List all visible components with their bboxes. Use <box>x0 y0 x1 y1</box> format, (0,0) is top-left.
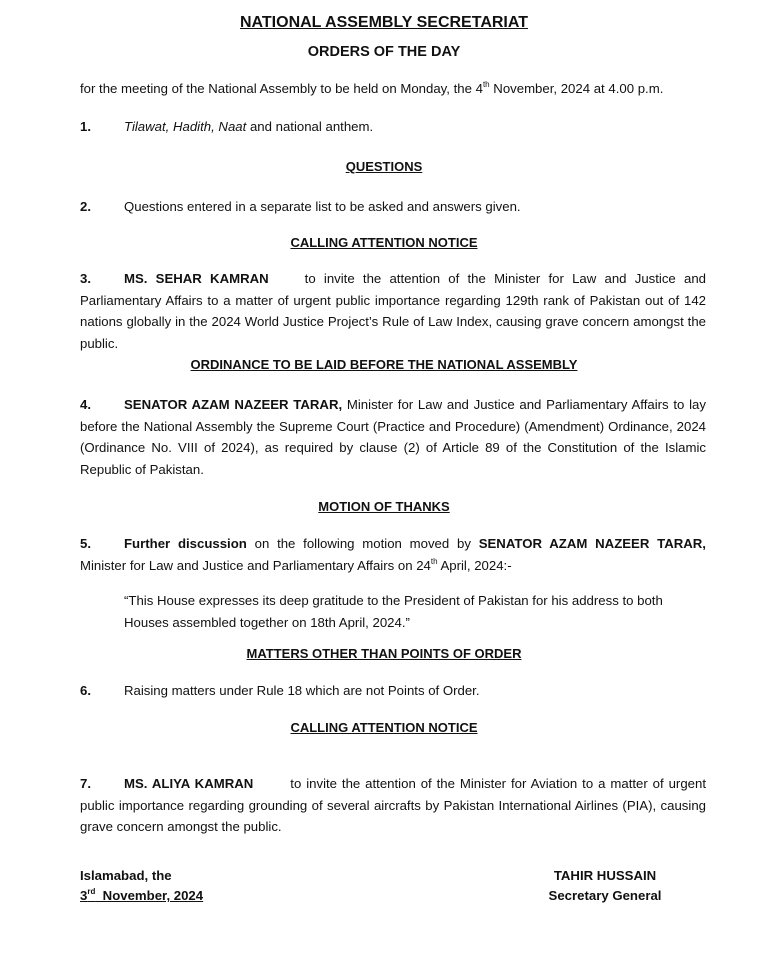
signatory-name: TAHIR HUSSAIN <box>553 868 657 883</box>
signature-block <box>540 866 670 906</box>
item-5-date-suffix: th <box>430 556 438 566</box>
heading-calling-attention-notice-2: CALLING ATTENTION NOTICE <box>290 720 478 735</box>
item-1 <box>80 119 706 134</box>
item-3-text: to invite the attention of the Minister for Law and Justice and Parliamentary Affairs to a matter of urgent public importance regarding 129th rank of Pakistan out of 142 nations globally in the 2024 World Justice Project’s Rule of Law Index, causing grave concern amongst the public. <box>80 271 706 351</box>
document-subtitle: ORDERS OF THE DAY <box>307 44 461 60</box>
date-rest: November, 2024 <box>95 888 204 903</box>
motion-quote: “This House expresses its deep gratitude to the President of Pakistan for his address to both Houses assembled together on 18th April, 2024.” <box>124 593 663 630</box>
item-3 <box>80 268 706 354</box>
item-5-lead: Further discussion <box>124 536 247 551</box>
intro-line <box>80 81 706 96</box>
item-4-mover: SENATOR AZAM NAZEER TARAR, <box>124 397 343 412</box>
item-number: 7. <box>80 776 91 791</box>
item-4 <box>80 394 706 480</box>
date-suffix: rd <box>87 887 96 896</box>
item-4-text: Minister for Law and Justice and Parliamentary Affairs to lay before the National Assembly the Supreme Court (Practice and Procedure) (Amendment) Ordinance, 2024 (Ordinance No. VIII of 2024), as required by clause (2) of Article 89 of the Constitution of the Islamic Republic of Pakistan. <box>80 397 706 477</box>
heading-matters-other-than-points-of-order: MATTERS OTHER THAN POINTS OF ORDER <box>246 646 522 661</box>
item-5-text-continued: Minister for Law and Justice and Parliamentary Affairs on 24 <box>80 557 431 573</box>
item-1-text: and national anthem. <box>246 119 374 134</box>
item-number: 4. <box>80 397 91 412</box>
heading-ordinance: ORDINANCE TO BE LAID BEFORE THE NATIONAL ASSEMBLY <box>190 357 578 372</box>
place-and-date <box>80 866 203 906</box>
intro-text-end: November, 2024 at 4.00 p.m. <box>489 81 664 96</box>
item-7-mover: MS. ALIYA KAMRAN <box>124 776 254 791</box>
heading-questions: QUESTIONS <box>345 159 423 174</box>
item-5 <box>80 533 706 576</box>
item-number: 3. <box>80 271 91 286</box>
item-5-mover: SENATOR AZAM NAZEER TARAR, <box>478 536 706 551</box>
item-number: 5. <box>80 536 91 551</box>
intro-text: for the meeting of the National Assembly to be held on Monday, the 4 <box>80 81 483 96</box>
heading-motion-of-thanks: MOTION OF THANKS <box>318 499 450 514</box>
item-7 <box>80 773 706 838</box>
item-5-text: on the following motion moved by <box>246 536 479 551</box>
item-number: 2. <box>80 199 91 214</box>
signing-date <box>80 886 203 906</box>
item-6 <box>80 683 706 698</box>
document-title: NATIONAL ASSEMBLY SECRETARIAT <box>239 14 529 31</box>
item-number: 6. <box>80 683 91 698</box>
signatory-designation: Secretary General <box>548 888 662 903</box>
item-number: 1. <box>80 119 91 134</box>
place: Islamabad, the <box>80 868 172 883</box>
heading-calling-attention-notice: CALLING ATTENTION NOTICE <box>290 235 478 250</box>
item-2 <box>80 199 706 214</box>
item-6-text: Raising matters under Rule 18 which are not Points of Order. <box>124 683 480 698</box>
item-1-italic: Tilawat, Hadith, Naat <box>124 119 247 134</box>
date-day: 3 <box>80 888 88 903</box>
item-2-text: Questions entered in a separate list to be asked and answers given. <box>124 199 521 214</box>
intro-date-suffix: th <box>482 80 490 89</box>
item-5-text-end: April, 2024:- <box>437 557 512 573</box>
item-3-mover: MS. SEHAR KAMRAN <box>124 271 269 286</box>
item-7-text: to invite the attention of the Minister for Aviation to a matter of urgent public importance regarding grounding of several aircrafts by Pakistan International Airlines (PIA), causing grave concern amongst the public. <box>80 776 706 834</box>
